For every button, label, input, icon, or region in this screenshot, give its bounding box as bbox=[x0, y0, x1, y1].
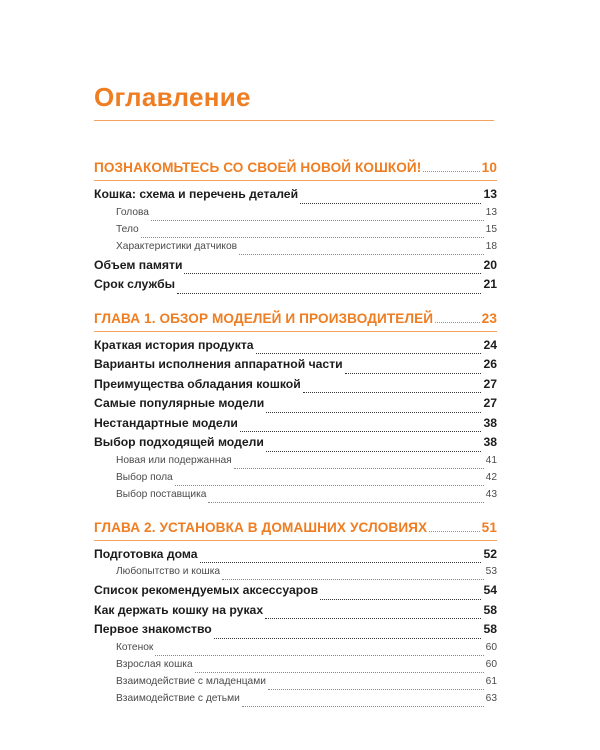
toc-subentry[interactable] bbox=[94, 659, 497, 676]
dot-leader bbox=[155, 655, 483, 656]
toc-entry-page-number: 27 bbox=[483, 376, 497, 391]
toc-subentry-label: Взаимодействие с младенцами bbox=[116, 675, 266, 687]
toc-entry-label: Преимущества обладания кошкой bbox=[94, 376, 301, 391]
toc-entry[interactable] bbox=[94, 622, 497, 642]
toc-entry[interactable] bbox=[94, 377, 497, 397]
toc-entry[interactable] bbox=[94, 396, 497, 416]
toc-entry-label: Варианты исполнения аппаратной части bbox=[94, 357, 343, 371]
dot-leader bbox=[195, 672, 484, 673]
toc-subentry[interactable] bbox=[94, 224, 497, 241]
toc-entry-page-number: 52 bbox=[483, 546, 497, 561]
dot-leader bbox=[268, 689, 484, 690]
toc-subentry-page-number: 41 bbox=[485, 454, 497, 466]
toc-entry[interactable] bbox=[94, 603, 497, 623]
dot-leader bbox=[151, 220, 484, 221]
toc-subentry[interactable] bbox=[94, 207, 497, 224]
toc-entry[interactable] bbox=[94, 435, 497, 455]
toc-entry-label: Первое знакомство bbox=[94, 622, 212, 636]
dot-leader bbox=[175, 485, 484, 486]
toc-chapter-heading-label: ПОЗНАКОМЬТЕСЬ СО СВОЕЙ НОВОЙ КОШКОЙ! bbox=[94, 160, 422, 175]
toc-section bbox=[94, 311, 497, 506]
toc-section bbox=[94, 520, 497, 710]
toc-entry-page-number: 24 bbox=[483, 337, 497, 352]
toc-subentry[interactable] bbox=[94, 241, 497, 258]
toc-entry-label: Нестандартные модели bbox=[94, 415, 238, 430]
toc-subentry[interactable] bbox=[94, 642, 497, 659]
toc-subentry-label: Тело bbox=[116, 223, 139, 235]
toc-entry-label: Подготовка дома bbox=[94, 546, 198, 561]
toc-entry-label: Выбор подходящей модели bbox=[94, 435, 264, 449]
toc-subentry-page-number: 63 bbox=[485, 692, 497, 704]
toc-subentry-label: Котенок bbox=[116, 641, 154, 653]
dot-leader bbox=[234, 468, 484, 469]
toc-entry-page-number: 38 bbox=[483, 435, 497, 449]
toc-entry[interactable] bbox=[94, 547, 497, 567]
dot-leader bbox=[300, 203, 481, 204]
toc-subentry-label: Взрослая кошка bbox=[116, 658, 193, 670]
dot-leader bbox=[214, 638, 482, 639]
dot-leader bbox=[240, 431, 482, 432]
toc-entry-page-number: 58 bbox=[483, 602, 497, 617]
toc-entry[interactable] bbox=[94, 357, 497, 377]
dot-leader bbox=[435, 322, 480, 323]
toc-entry-page-number: 58 bbox=[483, 622, 497, 636]
dot-leader bbox=[256, 353, 482, 354]
table-of-contents bbox=[94, 160, 497, 724]
title-divider bbox=[94, 120, 494, 121]
dot-leader bbox=[222, 579, 484, 580]
dot-leader bbox=[429, 531, 479, 532]
dot-leader bbox=[242, 706, 484, 707]
toc-entry-page-number: 13 bbox=[483, 187, 497, 201]
toc-entry-label: Самые популярные модели bbox=[94, 396, 265, 410]
toc-entry[interactable] bbox=[94, 338, 497, 358]
toc-subentry-page-number: 60 bbox=[485, 641, 497, 653]
toc-entry-page-number: 54 bbox=[483, 583, 497, 597]
toc-subentry[interactable] bbox=[94, 455, 497, 472]
toc-subentry-label: Голова bbox=[116, 206, 149, 218]
toc-subentry[interactable] bbox=[94, 566, 497, 583]
dot-leader bbox=[208, 502, 483, 503]
toc-entry-page-number: 20 bbox=[483, 257, 497, 272]
toc-subentry[interactable] bbox=[94, 472, 497, 489]
toc-entry-label: Список рекомендуемых аксессуаров bbox=[94, 583, 319, 597]
toc-subentry[interactable] bbox=[94, 489, 497, 506]
toc-chapter-heading-page-number: 51 bbox=[481, 519, 497, 535]
toc-section bbox=[94, 160, 497, 297]
toc-entry[interactable] bbox=[94, 583, 497, 603]
toc-chapter-heading-page-number: 23 bbox=[481, 310, 497, 326]
toc-entry-page-number: 27 bbox=[483, 396, 497, 410]
toc-entry-page-number: 38 bbox=[483, 415, 497, 430]
dot-leader bbox=[265, 618, 481, 619]
toc-subentry[interactable] bbox=[94, 676, 497, 693]
toc-entry[interactable] bbox=[94, 416, 497, 436]
dot-leader bbox=[177, 293, 481, 294]
dot-leader bbox=[345, 373, 482, 374]
toc-subentry[interactable] bbox=[94, 693, 497, 710]
toc-subentry-page-number: 15 bbox=[485, 223, 497, 235]
toc-entry[interactable] bbox=[94, 277, 497, 297]
toc-subentry-label: Выбор поставщика bbox=[116, 488, 207, 500]
dot-leader bbox=[200, 562, 482, 563]
toc-entry-label: Кошка: схема и перечень деталей bbox=[94, 187, 299, 201]
dot-leader bbox=[303, 392, 482, 393]
toc-subentry-page-number: 53 bbox=[485, 566, 497, 577]
toc-chapter-heading-page-number: 10 bbox=[481, 160, 497, 175]
toc-subentry-page-number: 61 bbox=[485, 675, 497, 687]
dot-leader bbox=[184, 273, 481, 274]
toc-subentry-label: Выбор пола bbox=[116, 471, 173, 483]
toc-chapter-heading[interactable] bbox=[94, 160, 497, 181]
toc-subentry-label: Характеристики датчиков bbox=[116, 240, 238, 252]
toc-entry-label: Как держать кошку на руках bbox=[94, 602, 264, 617]
dot-leader bbox=[141, 237, 484, 238]
toc-chapter-heading[interactable] bbox=[94, 520, 497, 541]
toc-subentry-page-number: 42 bbox=[485, 471, 497, 483]
toc-entry-label: Объем памяти bbox=[94, 257, 183, 272]
dot-leader bbox=[266, 451, 482, 452]
dot-leader bbox=[423, 171, 479, 172]
toc-subentry-label: Новая или подержанная bbox=[116, 454, 232, 466]
dot-leader bbox=[266, 412, 481, 413]
toc-entry[interactable] bbox=[94, 187, 497, 207]
dot-leader bbox=[320, 599, 481, 600]
toc-subentry-label: Любопытство и кошка bbox=[116, 566, 221, 577]
toc-chapter-heading-label: ГЛАВА 1. ОБЗОР МОДЕЛЕЙ И ПРОИЗВОДИТЕЛЕЙ bbox=[94, 310, 434, 326]
toc-entry-label: Срок службы bbox=[94, 277, 176, 291]
toc-subentry-label: Взаимодействие с детьми bbox=[116, 692, 240, 704]
toc-subentry-page-number: 60 bbox=[485, 658, 497, 670]
toc-chapter-heading[interactable] bbox=[94, 311, 497, 332]
toc-subentry-page-number: 43 bbox=[485, 488, 497, 500]
toc-entry-page-number: 26 bbox=[483, 357, 497, 371]
toc-entry[interactable] bbox=[94, 258, 497, 278]
toc-subentry-page-number: 13 bbox=[485, 206, 497, 218]
toc-subentry-page-number: 18 bbox=[485, 240, 497, 252]
dot-leader bbox=[239, 254, 484, 255]
toc-entry-label: Краткая история продукта bbox=[94, 337, 254, 352]
toc-entry-page-number: 21 bbox=[483, 277, 497, 291]
toc-chapter-heading-label: ГЛАВА 2. УСТАНОВКА В ДОМАШНИХ УСЛОВИЯХ bbox=[94, 519, 428, 535]
page-title: Оглавление bbox=[94, 82, 251, 112]
